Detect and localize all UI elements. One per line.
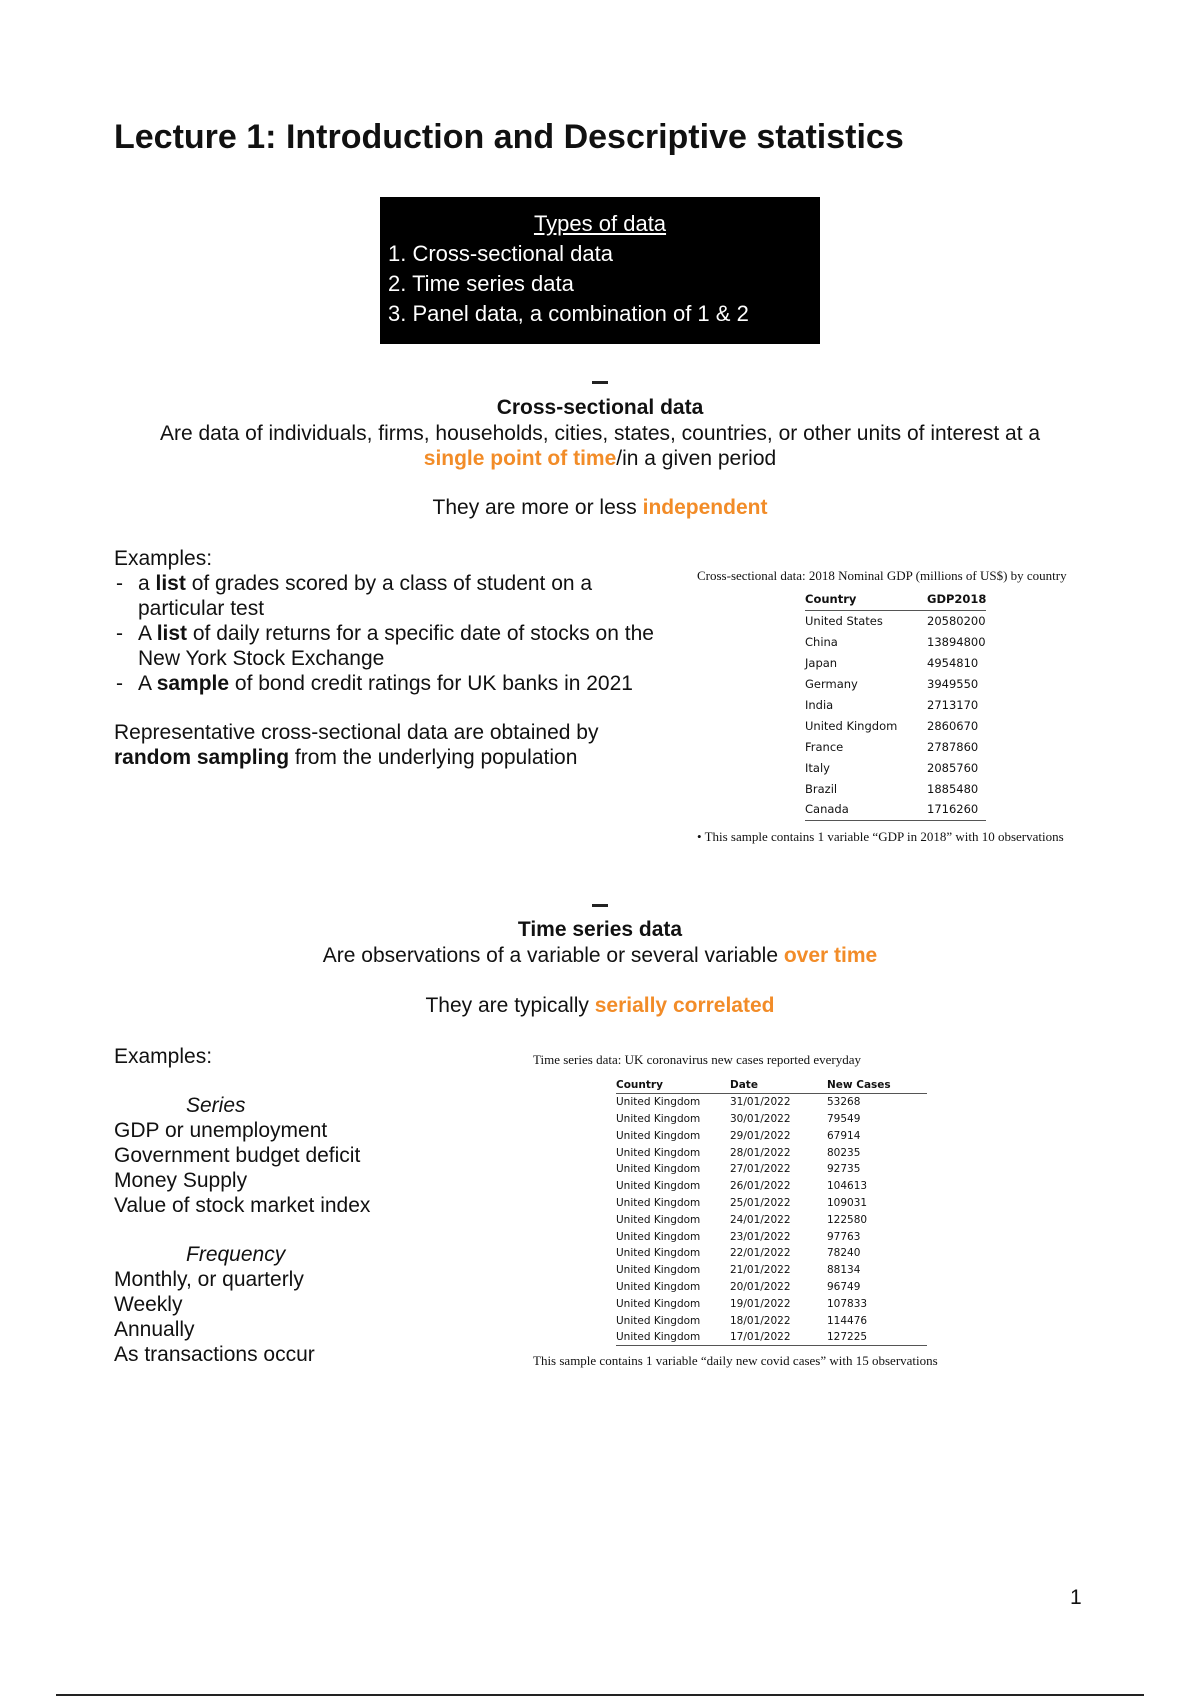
definition-rest: /in a given period	[616, 447, 777, 470]
time-series-table	[616, 1077, 927, 1346]
list-item: Government budget deficit	[114, 1144, 361, 1167]
table-row	[616, 1329, 927, 1346]
table-cell: United Kingdom	[616, 1264, 701, 1277]
table-cell: 97763	[827, 1230, 861, 1243]
table-cell: 88134	[827, 1264, 861, 1277]
footer-rule	[56, 1694, 1144, 1696]
table-cell: United Kingdom	[616, 1297, 701, 1310]
table-row	[616, 1279, 927, 1296]
table-cell: 80235	[827, 1146, 861, 1159]
table-cell: 21/01/2022	[730, 1264, 791, 1277]
list-item	[114, 621, 664, 671]
column-header: Country	[805, 589, 927, 610]
table-row	[616, 1094, 927, 1111]
table-cell: United Kingdom	[616, 1213, 701, 1226]
table-cell: 79549	[827, 1112, 861, 1125]
example-text: A	[138, 672, 157, 695]
table-row	[616, 1111, 927, 1128]
table-cell: 78240	[827, 1247, 861, 1260]
note-text: from the underlying population	[289, 746, 578, 769]
table-cell: 2860670	[927, 718, 979, 733]
table-cell: 109031	[827, 1196, 868, 1209]
column-header: Country	[616, 1077, 730, 1094]
table-cell: Brazil	[805, 781, 838, 796]
table-cell: 20/01/2022	[730, 1280, 791, 1293]
table-cell: 53268	[827, 1096, 861, 1109]
examples-list	[114, 571, 664, 696]
table-cell: 30/01/2022	[730, 1112, 791, 1125]
table-cell: 4954810	[927, 655, 979, 670]
table-cell: 104613	[827, 1180, 868, 1193]
table-cell: Japan	[805, 655, 838, 670]
column-header: New Cases	[827, 1077, 927, 1094]
table-cell: France	[805, 739, 844, 754]
table-cell: 1885480	[927, 781, 979, 796]
table-header-row	[616, 1077, 927, 1094]
table-cell: United Kingdom	[616, 1247, 701, 1260]
table-cell: China	[805, 634, 838, 649]
table-cell: 2713170	[927, 697, 979, 712]
table-row	[616, 1262, 927, 1279]
table-cell: 122580	[827, 1213, 868, 1226]
types-of-data-box	[380, 197, 820, 344]
table-cell: United Kingdom	[616, 1146, 701, 1159]
table-cell: United Kingdom	[616, 1096, 701, 1109]
table-cell: 26/01/2022	[730, 1180, 791, 1193]
table-row	[616, 1161, 927, 1178]
table-row	[805, 715, 986, 736]
table-row	[805, 736, 986, 757]
table-row	[805, 673, 986, 694]
types-box-item: 1. Cross-sectional data	[388, 241, 613, 266]
example-text: of bond credit ratings for UK banks in 2021	[229, 672, 633, 695]
ts-table-note: This sample contains 1 variable “daily new covid cases” with 15 observations	[533, 1353, 938, 1368]
table-cell: 92735	[827, 1163, 861, 1176]
list-item	[114, 671, 664, 696]
example-text: A	[138, 622, 157, 645]
table-cell: United Kingdom	[616, 1163, 701, 1176]
column-header: GDP2018	[927, 589, 986, 610]
example-text: of grades scored by a class of student on a particular test	[138, 572, 593, 620]
table-cell: 114476	[827, 1314, 868, 1327]
table-cell: Canada	[805, 799, 927, 820]
list-item: Monthly, or quarterly	[114, 1268, 304, 1291]
examples-label: Examples:	[114, 547, 213, 570]
page-title: Lecture 1: Introduction and Descriptive statistics	[114, 118, 904, 156]
list-item: Value of stock market index	[114, 1194, 371, 1217]
time-series-note	[100, 993, 1100, 1018]
table-cell: United Kingdom	[805, 718, 898, 733]
note-text: Representative cross-sectional data are obtained by	[114, 721, 599, 744]
table-cell: 28/01/2022	[730, 1146, 791, 1159]
highlight-text: single point of time	[423, 447, 617, 470]
table-cell: 67914	[827, 1129, 861, 1142]
example-bold: list	[156, 622, 188, 645]
list-item	[114, 571, 664, 621]
table-cell: 24/01/2022	[730, 1213, 791, 1226]
page-number: 1	[1070, 1586, 1082, 1609]
table-row	[805, 694, 986, 715]
list-item: Weekly	[114, 1293, 183, 1316]
example-bold: sample	[156, 672, 230, 695]
representative-sampling-note	[114, 720, 664, 770]
examples-label: Examples:	[114, 1045, 213, 1068]
table-header-row	[805, 589, 986, 610]
table-row	[616, 1245, 927, 1262]
table-row	[805, 631, 986, 652]
table-row	[616, 1144, 927, 1161]
table-row	[805, 610, 986, 631]
gdp-table-note: • This sample contains 1 variable “GDP in 2018” with 10 observations	[697, 829, 1064, 844]
table-cell: 2085760	[927, 760, 979, 775]
table-cell: 127225	[827, 1329, 927, 1346]
section-divider	[592, 381, 608, 384]
cross-sectional-examples	[114, 546, 664, 770]
table-row	[616, 1127, 927, 1144]
time-series-heading: Time series data	[517, 918, 683, 941]
table-cell: United Kingdom	[616, 1314, 701, 1327]
table-cell: 17/01/2022	[730, 1329, 827, 1346]
list-item: GDP or unemployment	[114, 1119, 328, 1142]
gdp-table-caption: Cross-sectional data: 2018 Nominal GDP (millions of US$) by country	[697, 568, 1067, 583]
frequency-label: Frequency	[186, 1243, 286, 1266]
note-bold: random sampling	[114, 746, 290, 769]
note-prefix: They are more or less	[432, 496, 643, 519]
list-item: Money Supply	[114, 1169, 248, 1192]
table-cell: United Kingdom	[616, 1112, 701, 1125]
definition-text: Are observations of a variable or several variable	[322, 944, 784, 967]
types-box-item: 3. Panel data, a combination of 1 & 2	[388, 301, 749, 326]
types-box-heading: Types of data	[533, 211, 667, 236]
cross-sectional-definition-line2	[100, 446, 1100, 471]
table-cell: 19/01/2022	[730, 1297, 791, 1310]
table-cell: United Kingdom	[616, 1180, 701, 1193]
table-row	[616, 1178, 927, 1195]
cross-sectional-heading: Cross-sectional data	[496, 396, 704, 419]
table-row	[616, 1295, 927, 1312]
table-cell: 31/01/2022	[730, 1096, 791, 1109]
example-text: of daily returns for a specific date of stocks on the New York Stock Exchange	[138, 622, 654, 670]
table-cell: 22/01/2022	[730, 1247, 791, 1260]
example-text: a	[138, 572, 156, 595]
table-cell: 3949550	[927, 676, 979, 691]
highlight-text: serially correlated	[594, 994, 775, 1017]
table-cell: United Kingdom	[616, 1329, 730, 1346]
example-bold: list	[155, 572, 186, 595]
table-row	[616, 1312, 927, 1329]
table-cell: 27/01/2022	[730, 1163, 791, 1176]
table-row	[805, 652, 986, 673]
table-cell: India	[805, 697, 834, 712]
table-cell: 29/01/2022	[730, 1129, 791, 1142]
table-cell: Germany	[805, 676, 858, 691]
list-item: As transactions occur	[114, 1343, 315, 1366]
table-cell: 1716260	[927, 799, 986, 820]
time-series-examples	[114, 1044, 514, 1367]
table-cell: 96749	[827, 1280, 861, 1293]
table-row	[616, 1228, 927, 1245]
column-header: Date	[730, 1077, 827, 1094]
series-label: Series	[186, 1094, 246, 1117]
cross-sectional-note	[100, 495, 1100, 520]
table-cell: 107833	[827, 1297, 868, 1310]
gdp-table	[805, 589, 986, 821]
table-cell: United Kingdom	[616, 1196, 701, 1209]
table-row	[616, 1195, 927, 1212]
section-divider	[592, 904, 608, 907]
table-cell: Italy	[805, 760, 830, 775]
table-row	[805, 757, 986, 778]
ts-table-caption: Time series data: UK coronavirus new cases reported everyday	[533, 1052, 862, 1067]
table-cell: 2787860	[927, 739, 979, 754]
table-cell: United Kingdom	[616, 1129, 701, 1142]
table-cell: 25/01/2022	[730, 1196, 791, 1209]
table-cell: United States	[805, 613, 883, 628]
table-cell: 23/01/2022	[730, 1230, 791, 1243]
list-item: Annually	[114, 1318, 195, 1341]
table-row	[805, 778, 986, 799]
table-cell: United Kingdom	[616, 1280, 701, 1293]
table-cell: 18/01/2022	[730, 1314, 791, 1327]
cross-sectional-definition-line1: Are data of individuals, firms, households, cities, states, countries, or other units of interest at a	[159, 422, 1041, 445]
highlight-text: over time	[783, 944, 878, 967]
table-row	[805, 799, 986, 820]
table-cell: 13894800	[927, 634, 986, 649]
table-row	[616, 1211, 927, 1228]
highlight-text: independent	[642, 496, 768, 519]
note-prefix: They are typically	[425, 994, 595, 1017]
time-series-definition	[100, 943, 1100, 968]
types-box-item: 2. Time series data	[388, 271, 574, 296]
table-cell: 20580200	[927, 613, 986, 628]
table-cell: United Kingdom	[616, 1230, 701, 1243]
